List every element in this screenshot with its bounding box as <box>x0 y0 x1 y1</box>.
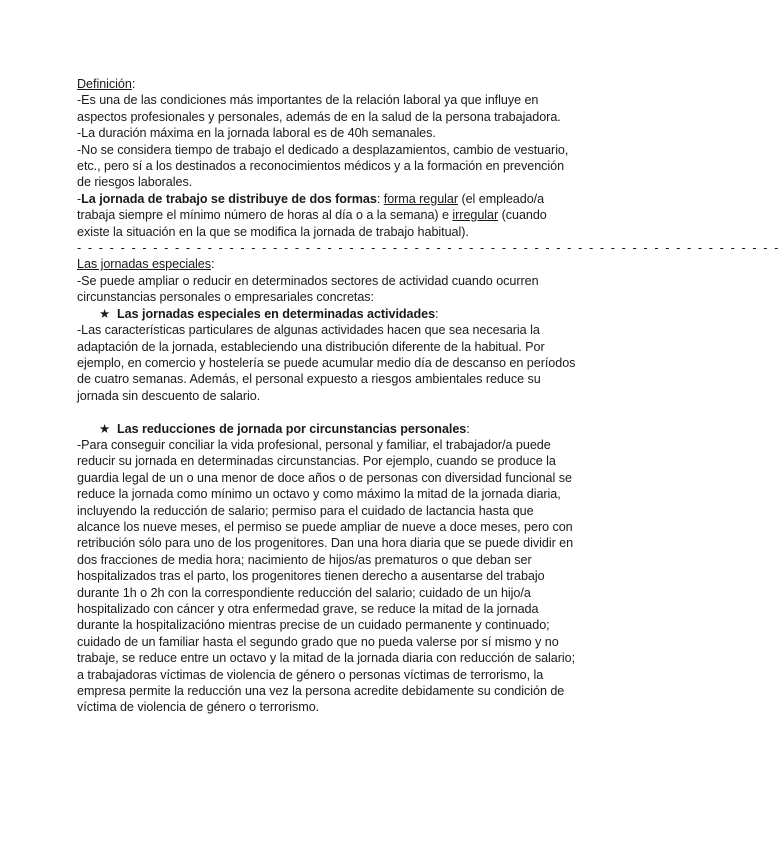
actividades-paragraph: -Las características particulares de algunas actividades hacen que sea necesaria la adaptación de la jornada, estableciendo una distribución diferente de la habitual. Por ejemplo, en comercio y hostelería se puede acumular medio día de descanso en períodos de cuatro semanas. Además, el personal expuesto a riesgos ambientales reduce su jornada sin descuento de salario. <box>77 323 576 403</box>
actividades-title: Las jornadas especiales en determinadas actividades <box>117 306 436 321</box>
definicion-paragraph-2: -La duración máxima en la jornada laboral es de 40h semanales. <box>77 126 436 141</box>
star-icon: ★ <box>99 306 111 321</box>
dashed-divider: - - - - - - - - - - - - - - - - - - - - - - - - - - - - - - - - - - - - - - - - - - - - - - - - - - - - - - - - - - - - - - - - - <box>77 241 780 256</box>
distribucion-bold: La jornada de trabajo se distribuye de dos formas <box>81 191 377 206</box>
forma-regular-term: forma regular <box>383 191 458 206</box>
reducciones-paragraph: -Para conseguir conciliar la vida profesional, personal y familiar, el trabajador/a puede reducir su jornada en determinadas circunstancias. Por ejemplo, cuando se produce la guardia legal de un o una menor de doce años o de personas con diversidad funcional se reduce la jornada como mínimo un octavo y como máximo la mitad de la jornada diaria, incluyendo la reducción de salario; permiso para el cuidado de lactancia hasta que alcance los nueve meses, el permiso se puede ampliar de nueve a doce meses, pero con retribución sólo para uno de los progenitores. Dan una hora diaria que se puede dividir en dos fracciones de media hora; nacimiento de hijos/as prematuros o que deban ser hospitalizados tras el parto, los progenitores tienen derecho a ausentarse del trabajo durante 1h o 2h con la correspondiente reducción del salario; cuidado de un hijo/a hospitalizado con cáncer y otra enfermedad grave, se reduce la mitad de la jornada durante la hospitalizacióno mientras precise de un cuidado permanente y continuado; cuidado de un familiar hasta el segundo grado que no pueda valerse por sí mismo y no trabaje, se reduce entre un octavo y la mitad de la jornada diaria con reducción de salario; a trabajadoras víctimas de violencia de género o personas víctimas de terrorismo, la empresa permite la reducción una vez la persona acredite debidamente su condición de víctima de violencia de género o terrorismo. <box>77 437 576 715</box>
actividades-heading-line: ★ Las jornadas especiales en determinadas actividades: <box>99 306 439 321</box>
star-icon: ★ <box>99 421 111 436</box>
paragraph-gap <box>77 404 577 420</box>
reducciones-title: Las reducciones de jornada por circunstancias personales <box>117 421 467 436</box>
especiales-heading: Las jornadas especiales <box>77 257 211 272</box>
irregular-term: irregular <box>452 208 499 223</box>
definicion-paragraph-4: -La jornada de trabajo se distribuye de dos formas: forma regular (el empleado/a trabaja siempre el mínimo número de horas al día o a la semana) e irregular (cuando existe la situación en la que se modifica la jornada de trabajo habitual). <box>77 191 547 239</box>
definicion-heading-line: Definición: <box>77 77 136 91</box>
reducciones-heading-line: ★ Las reducciones de jornada por circunstancias personales: <box>99 421 470 436</box>
especiales-intro: -Se puede ampliar o reducir en determinados sectores de actividad cuando ocurren circunstancias personales o empresariales concretas: <box>77 273 539 305</box>
document-page <box>77 76 780 716</box>
definicion-heading: Definición <box>77 77 132 91</box>
especiales-heading-line: Las jornadas especiales: <box>77 257 215 272</box>
definicion-paragraph-3: -No se considera tiempo de trabajo el dedicado a desplazamientos, cambio de vestuario, etc., pero sí a los destinados a reconocimientos médicos y a la formación en prevención de riesgos laborales. <box>77 142 569 190</box>
definicion-paragraph-1: -Es una de las condiciones más importantes de la relación laboral ya que influye en aspectos profesionales y personales, además de en la salud de la persona trabajadora. <box>77 93 561 124</box>
